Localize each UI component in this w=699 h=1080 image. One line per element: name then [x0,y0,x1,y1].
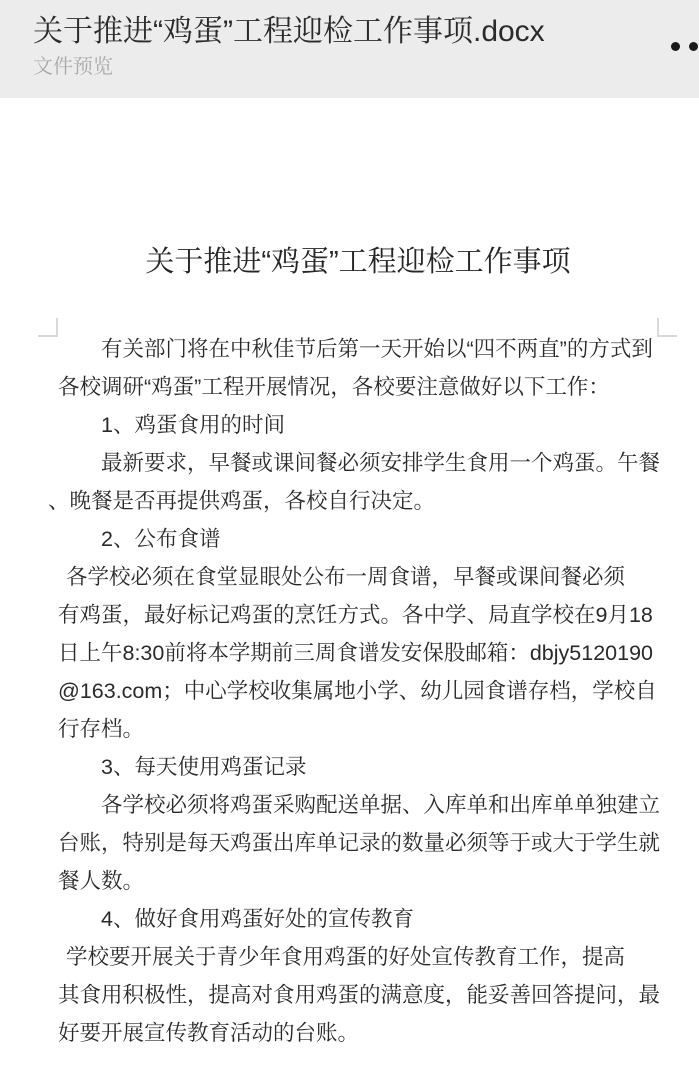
document-line: 日上午8:30前将本学期前三周食谱发安保股邮箱：dbjy5120190 [58,641,653,665]
document-line: @163.com；中心学校收集属地小学、幼儿园食谱存档，学校自 [58,679,657,703]
document-line: 4、做好食用鸡蛋好处的宣传教育 [101,907,414,931]
document-line: 、晚餐是否再提供鸡蛋，各校自行决定。 [48,489,436,513]
document-line: 各校调研“鸡蛋”工程开展情况，各校要注意做好以下工作： [58,375,610,399]
document-line: 1、鸡蛋食用的时间 [101,413,285,437]
dot [689,42,698,51]
document-line: 有关部门将在中秋佳节后第一天开始以“四不两直”的方式到 [101,337,653,361]
document-line: 台账，特别是每天鸡蛋出库单记录的数量必须等于或大于学生就 [58,831,661,855]
document-line: 其食用积极性，提高对食用鸡蛋的满意度，能妥善回答提问，最 [58,983,661,1007]
document-title: 关于推进“鸡蛋”工程迎检工作事项 [145,246,571,278]
margin-cropmark-top-left [38,318,58,337]
preview-label: 文件预览 [33,56,113,78]
margin-cropmark-top-right [657,318,677,337]
document-line: 行存档。 [58,717,145,741]
document-line: 学校要开展关于青少年食用鸡蛋的好处宣传教育工作，提高 [66,945,626,969]
document-line: 最新要求，早餐或课间餐必须安排学生食用一个鸡蛋。午餐 [101,451,661,475]
document-line: 3、每天使用鸡蛋记录 [101,755,307,779]
document-line: 各学校必须在食堂显眼处公布一周食谱，早餐或课间餐必须 [66,565,626,589]
file-name-title: 关于推进“鸡蛋”工程迎检工作事项.docx [33,15,545,48]
header [0,0,699,98]
document-body [48,330,661,1052]
document-page [0,98,699,1080]
document-line: 好要开展宣传教育活动的台账。 [58,1021,360,1045]
document-line: 餐人数。 [58,869,145,893]
dot [671,42,680,51]
document-line: 2、公布食谱 [101,527,221,551]
document-line: 有鸡蛋，最好标记鸡蛋的烹饪方式。各中学、局直学校在9月18 [58,603,653,627]
document-line: 各学校必须将鸡蛋采购配送单据、入库单和出库单单独建立 [101,793,661,817]
more-options-icon[interactable] [671,42,699,54]
